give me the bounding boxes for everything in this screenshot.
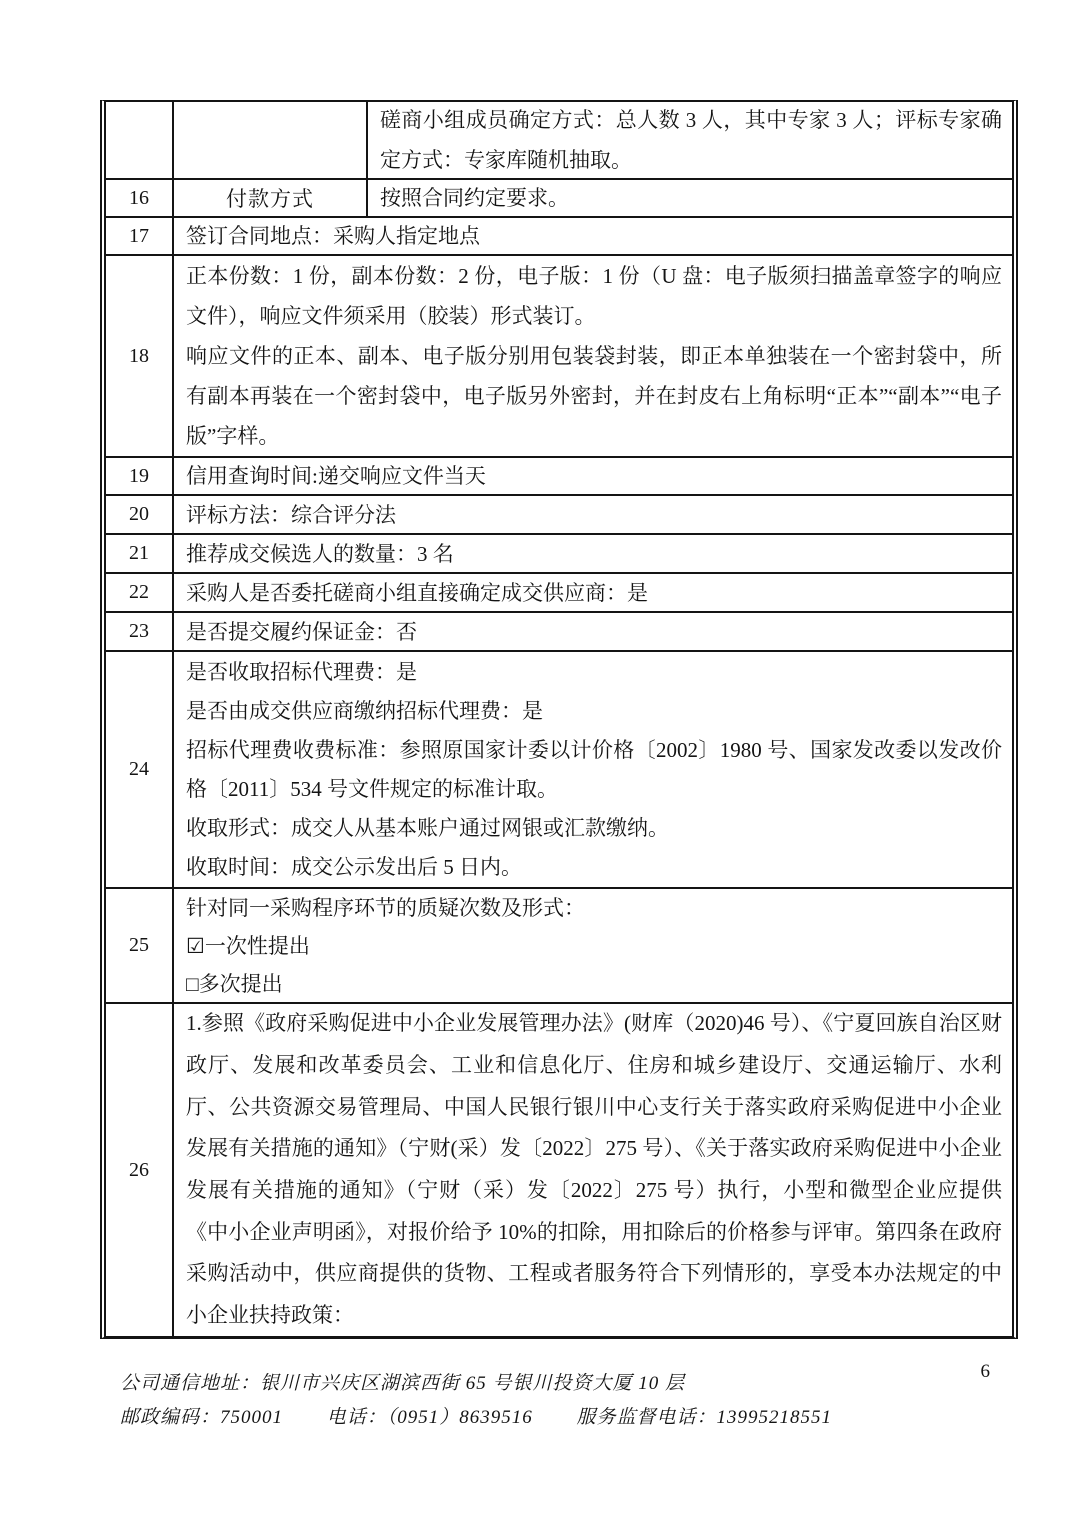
cell-text: 招标代理费收费标准：参照原国家计委以计价格〔2002〕1980 号、国家发改委以发改价格〔2011〕534 号文件规定的标准计取。 xyxy=(186,737,1002,801)
row-content-cell xyxy=(172,256,1012,456)
row-number: 21 xyxy=(129,542,149,564)
table-row-26 xyxy=(106,1002,1012,1336)
cell-text: 磋商小组成员确定方式：总人数 3 人，其中专家 3 人；评标专家确定方式：专家库随机抽取。 xyxy=(380,108,1002,172)
cell-text: 是否由成交供应商缴纳招标代理费：是 xyxy=(186,698,543,723)
cell-text: 采购人是否委托磋商小组直接确定成交供应商：是 xyxy=(186,580,648,605)
cell-text: 是否收取招标代理费：是 xyxy=(186,659,417,684)
cell-text: 按照合同约定要求。 xyxy=(380,186,569,210)
row-content-cell xyxy=(366,180,1012,216)
checkbox-checked-option: ☑一次性提出 xyxy=(186,933,310,958)
footer-contact-line xyxy=(120,1402,1018,1429)
row-number: 19 xyxy=(129,464,149,487)
table-row-18 xyxy=(106,254,1012,456)
table-row-25 xyxy=(106,887,1012,1002)
row-content-cell xyxy=(172,889,1012,1002)
cell-text: 推荐成交候选人的数量：3 名 xyxy=(186,541,454,566)
row-content-cell xyxy=(172,574,1012,611)
table-row-15-continued xyxy=(106,102,1012,178)
row-label: 付款方式 xyxy=(172,180,366,216)
cell-text: 响应文件的正本、副本、电子版分别用包装袋封装，即正本单独装在一个密封袋中，所有副本再装在一个密封袋中，电子版另外密封，并在封皮右上角标明“正本”“副本”“电子版”字样。 xyxy=(186,344,1002,448)
row-label-cell xyxy=(172,102,366,178)
row-content-cell xyxy=(172,218,1012,254)
footer-postal-code: 邮政编码：750001 xyxy=(120,1407,284,1428)
footer-service-phone: 服务监督电话：13995218551 xyxy=(576,1407,833,1428)
row-number: 20 xyxy=(129,503,149,525)
cell-text: 签订合同地点：采购人指定地点 xyxy=(186,224,480,248)
table-row-21 xyxy=(106,533,1012,572)
row-number: 25 xyxy=(129,934,149,956)
table-row-20 xyxy=(106,494,1012,533)
table-row-17 xyxy=(106,216,1012,254)
row-number: 23 xyxy=(129,620,149,642)
cell-text: 正本份数：1 份，副本份数：2 份，电子版：1 份（U 盘：电子版须扫描盖章签字的响应文件），响应文件须采用（胶装）形式装订。 xyxy=(186,264,1002,328)
cell-text: 收取时间：成交公示发出后 5 日内。 xyxy=(186,854,522,879)
row-content-cell xyxy=(172,613,1012,650)
row-content-cell xyxy=(172,458,1012,494)
row-number: 22 xyxy=(129,581,149,603)
footer-phone: 电话：（0951）8639516 xyxy=(326,1407,533,1428)
checkbox-unchecked-option: □多次提出 xyxy=(186,971,283,996)
row-content-cell xyxy=(172,652,1012,887)
row-content-cell xyxy=(366,102,1012,178)
row-content-cell xyxy=(172,535,1012,572)
cell-text: 信用查询时间:递交响应文件当天 xyxy=(186,464,486,488)
cell-text: 是否提交履约保证金：否 xyxy=(186,619,417,644)
cell-text: 评标方法：综合评分法 xyxy=(186,502,396,527)
row-number: 16 xyxy=(129,186,149,209)
page-footer xyxy=(100,1361,1018,1429)
procurement-info-table xyxy=(100,100,1018,1339)
table-row-16 xyxy=(106,178,1012,216)
table-row-23 xyxy=(106,611,1012,650)
cell-text: 1.参照《政府采购促进中小企业发展管理办法》(财库（2020)46 号）、《宁夏回族自治区财政厅、发展和改革委员会、工业和信息化厅、住房和城乡建设厅、交通运输厅、水利厅、公共资源交易管理局、中国人民银行银川中心支行关于落实政府采购促进中小企业发展有关措施的通知》（宁财(采）发〔2022〕275 号）、《关于落实政府采购促进中小企业发展有关措施的通知》（宁财（采）发〔2022〕275 号）执行，小型和微型企业应提供《中小企业声明函》，对报价给予 10%的扣除，用扣除后的价格参与评审。第四条在政府采购活动中，供应商提供的货物、工程或者服务符合下列情形的，享受本办法规定的中小企业扶持政策： xyxy=(186,1011,1002,1328)
table-row-24 xyxy=(106,650,1012,887)
row-number: 17 xyxy=(129,224,149,247)
table-row-22 xyxy=(106,572,1012,611)
row-content-cell xyxy=(172,496,1012,533)
page-number: 6 xyxy=(980,1361,990,1382)
table-row-19 xyxy=(106,456,1012,494)
row-number: 18 xyxy=(129,344,149,367)
cell-text: 针对同一采购程序环节的质疑次数及形式： xyxy=(186,895,585,920)
row-number: 24 xyxy=(129,758,149,780)
cell-text: 收取形式：成交人从基本账户通过网银或汇款缴纳。 xyxy=(186,815,669,840)
row-number-cell xyxy=(106,102,172,178)
row-content-cell xyxy=(172,1004,1012,1336)
footer-company-address: 公司通信地址：银川市兴庆区湖滨西街 65 号银川投资大厦 10 层 xyxy=(120,1373,686,1394)
row-number: 26 xyxy=(129,1158,149,1181)
